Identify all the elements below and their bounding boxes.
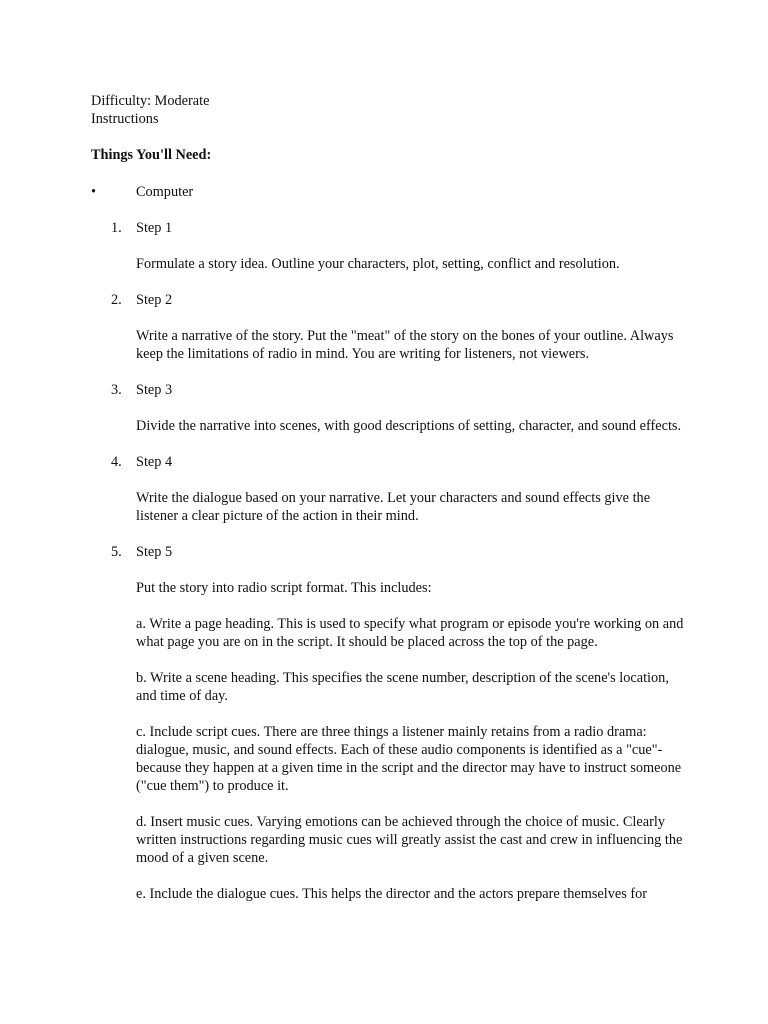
step-paragraph-script-cues: c. Include script cues. There are three things a listener mainly retains from a radio drama: dialogue, music, and sound effects. Each of these audio components is identified as a "cue"-because they happen at a given time in the script and the director may have to instruct someone ("cue them") to produce it.: [136, 724, 682, 794]
step-title: Step 2: [136, 292, 173, 308]
list-item: [91, 183, 691, 201]
instructions-label: Instructions: [91, 111, 159, 127]
step-number: 2.: [111, 292, 122, 308]
step-paragraph: Put the story into radio script format. This includes:: [136, 580, 432, 596]
step-number: 5.: [111, 544, 122, 560]
step-number: 4.: [111, 454, 122, 470]
step-item: [91, 219, 691, 273]
step-item: [91, 291, 691, 363]
bullet-icon: •: [91, 184, 97, 200]
step-paragraph-scene-heading: b. Write a scene heading. This specifies the scene number, description of the scene's location, and time of day.: [136, 670, 669, 704]
steps-list: [91, 219, 691, 903]
difficulty-line: Difficulty: Moderate: [91, 93, 210, 109]
step-paragraph: Write the dialogue based on your narrative. Let your characters and sound effects give the listener a clear picture of the action in their mind.: [136, 490, 651, 524]
step-item: [91, 381, 691, 435]
step-paragraph: Divide the narrative into scenes, with good descriptions of setting, character, and sound effects.: [136, 418, 682, 434]
things-needed-list: [91, 183, 691, 201]
step-number: 1.: [111, 220, 122, 236]
step-title: Step 4: [136, 454, 173, 470]
step-number: 3.: [111, 382, 122, 398]
things-needed-heading: Things You'll Need:: [91, 147, 212, 163]
step-paragraph-page-heading: a. Write a page heading. This is used to specify what program or episode you're working on and what page you are on in the script. It should be placed across the top of the page.: [136, 616, 684, 650]
step-item: [91, 543, 691, 903]
step-paragraph: Formulate a story idea. Outline your characters, plot, setting, conflict and resolution.: [136, 256, 620, 272]
step-title: Step 3: [136, 382, 173, 398]
step-paragraph-dialogue-cues: e. Include the dialogue cues. This helps the director and the actors prepare themselves for: [136, 886, 648, 902]
step-item: [91, 453, 691, 525]
step-paragraph-music-cues: d. Insert music cues. Varying emotions can be achieved through the choice of music. Clearly written instructions regarding music cues will greatly assist the cast and crew in influencing the mood of a given scene.: [136, 814, 683, 866]
step-title: Step 1: [136, 220, 173, 236]
step-title: Step 5: [136, 544, 173, 560]
step-paragraph: Write a narrative of the story. Put the "meat" of the story on the bones of your outline. Always keep the limitations of radio in mind. You are writing for listeners, not viewers.: [136, 328, 674, 362]
document-page: [91, 92, 691, 921]
list-item-text: Computer: [136, 184, 194, 200]
